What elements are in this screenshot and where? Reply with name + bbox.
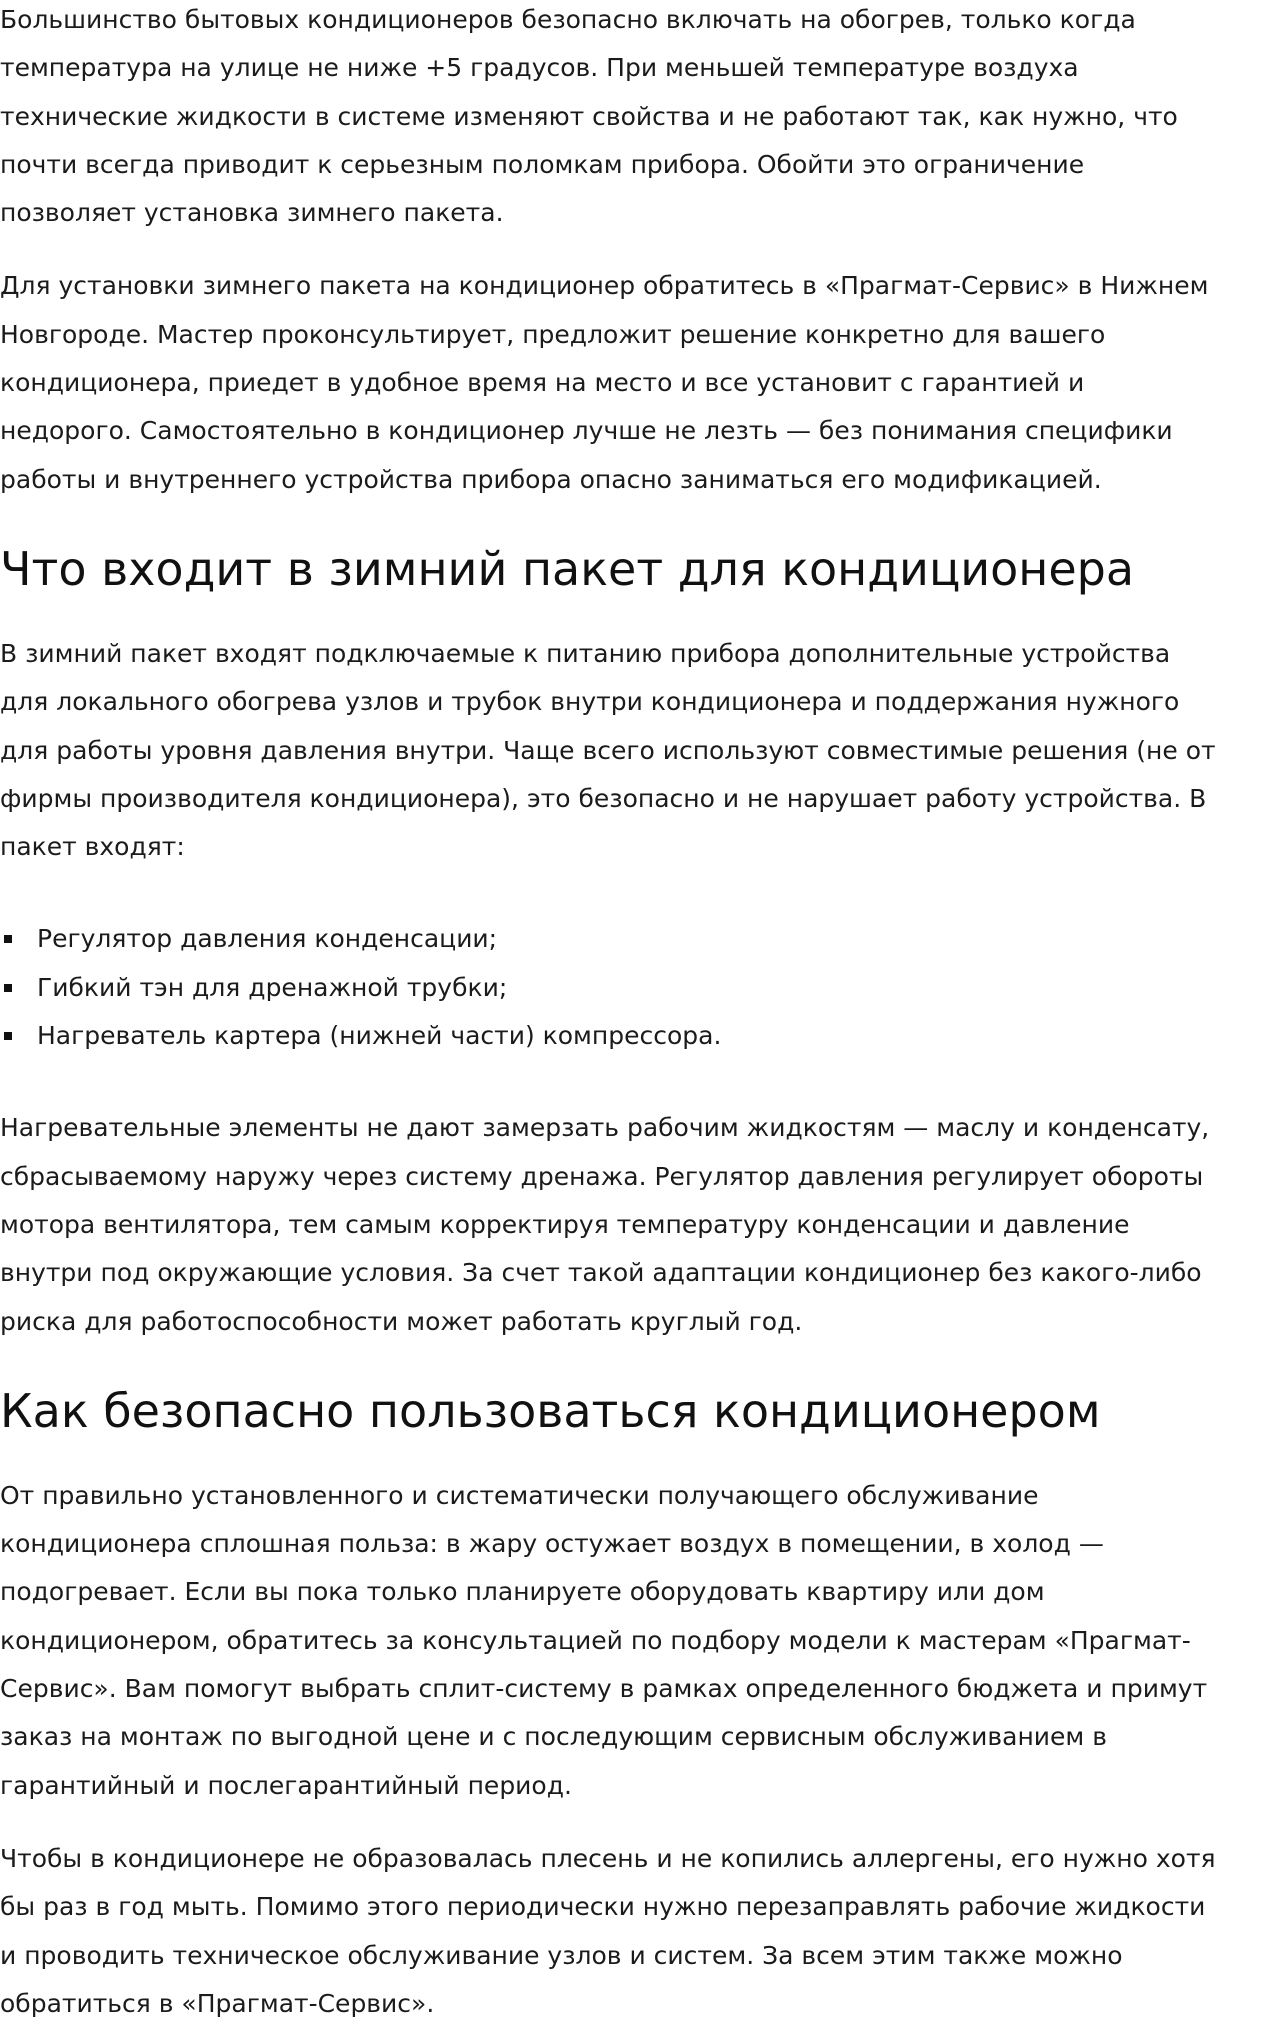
list-item-label: Нагреватель картера (нижней части) компрессора.: [37, 1021, 722, 1051]
winter-kit-list: [0, 915, 1270, 1060]
paragraph-winter-heating-limit: [0, 0, 1270, 237]
text-line: кондиционера, приедет в удобное время на место и все установит с гарантией и: [0, 368, 1085, 398]
text-line: От правильно установленного и систематически получающего обслуживание: [0, 1480, 1039, 1510]
text-line: технические жидкости в системе изменяют свойства и не работают так, как нужно, что: [0, 101, 1178, 131]
text-line: сбрасываемому наружу через систему дренажа. Регулятор давления регулирует обороты: [0, 1161, 1204, 1191]
text-line: позволяет установка зимнего пакета.: [0, 198, 504, 228]
text-line: работы и внутреннего устройства прибора опасно заниматься его модификацией.: [0, 464, 1102, 494]
paragraph-consultation: [0, 1472, 1270, 1810]
text-line: внутри под окружающие условия. За счет такой адаптации кондиционер без какого-либо: [0, 1258, 1202, 1288]
text-line: обратиться в «Прагмат-Сервис».: [0, 1988, 435, 2018]
bullet-square-icon: [4, 1032, 12, 1040]
paragraph-winter-kit-description: [0, 630, 1270, 871]
text-line: для работы уровня давления внутри. Чаще всего используют совместимые решения (не от: [0, 735, 1216, 765]
text-line: В зимний пакет входят подключаемые к питанию прибора дополнительные устройства: [0, 638, 1171, 668]
text-line: для локального обогрева узлов и трубок внутри кондиционера и поддержания нужного: [0, 687, 1180, 717]
text-line: кондиционера сплошная польза: в жару остужает воздух в помещении, в холод —: [0, 1529, 1104, 1559]
text-line: гарантийный и послегарантийный период.: [0, 1770, 572, 1800]
list-item: [0, 1012, 1270, 1060]
text-line: бы раз в год мыть. Помимо этого периодически нужно перезаправлять рабочие жидкости: [0, 1892, 1206, 1922]
bullet-square-icon: [4, 984, 12, 992]
heading-winter-kit-contents: Что входит в зимний пакет для кондиционера: [0, 541, 1135, 596]
list-item-label: Гибкий тэн для дренажной трубки;: [37, 972, 508, 1002]
text-line: недорого. Самостоятельно в кондиционер лучше не лезть — без понимания специфики: [0, 416, 1173, 446]
text-line: Для установки зимнего пакета на кондиционер обратитесь в «Прагмат-Сервис» в Нижнем: [0, 271, 1209, 301]
text-line: Чтобы в кондиционере не образовалась плесень и не копились аллергены, его нужно хотя: [0, 1843, 1216, 1873]
heading-safe-usage: Как безопасно пользоваться кондиционером: [0, 1383, 1101, 1438]
list-item-label: Регулятор давления конденсации;: [37, 924, 498, 954]
text-line: и проводить техническое обслуживание узлов и систем. За всем этим также можно: [0, 1940, 1123, 1970]
bullet-square-icon: [4, 935, 12, 943]
text-line: кондиционером, обратитесь за консультацией по подбору модели к мастерам «Прагмат-: [0, 1625, 1191, 1655]
paragraph-heating-elements: [0, 1104, 1270, 1345]
text-line: заказ на монтаж по выгодной цене и с последующим сервисным обслуживанием в: [0, 1722, 1107, 1752]
text-line: Большинство бытовых кондиционеров безопасно включать на обогрев, только когда: [0, 5, 1136, 34]
list-item: [0, 964, 1270, 1012]
paragraph-maintenance: [0, 1835, 1270, 2028]
text-line: подогревает. Если вы пока только планируете оборудовать квартиру или дом: [0, 1577, 1045, 1607]
text-line: риска для работоспособности может работать круглый год.: [0, 1306, 803, 1336]
text-line: почти всегда приводит к серьезным поломкам прибора. Обойти это ограничение: [0, 149, 1085, 179]
text-line: фирмы производителя кондиционера), это безопасно и не нарушает работу устройства. В: [0, 783, 1207, 813]
text-line: мотора вентилятора, тем самым корректируя температуру конденсации и давление: [0, 1209, 1130, 1239]
text-line: Новгороде. Мастер проконсультирует, предложит решение конкретно для вашего: [0, 319, 1106, 349]
text-line: температура на улице не ниже +5 градусов. При меньшей температуре воздуха: [0, 53, 1079, 83]
list-item: [0, 915, 1270, 963]
text-line: Сервис». Вам помогут выбрать сплит-систему в рамках определенного бюджета и примут: [0, 1674, 1208, 1704]
text-line: пакет входят:: [0, 832, 185, 862]
text-line: Нагревательные элементы не дают замерзать рабочим жидкостям — маслу и конденсату,: [0, 1113, 1210, 1143]
paragraph-installation-service: [0, 262, 1270, 503]
